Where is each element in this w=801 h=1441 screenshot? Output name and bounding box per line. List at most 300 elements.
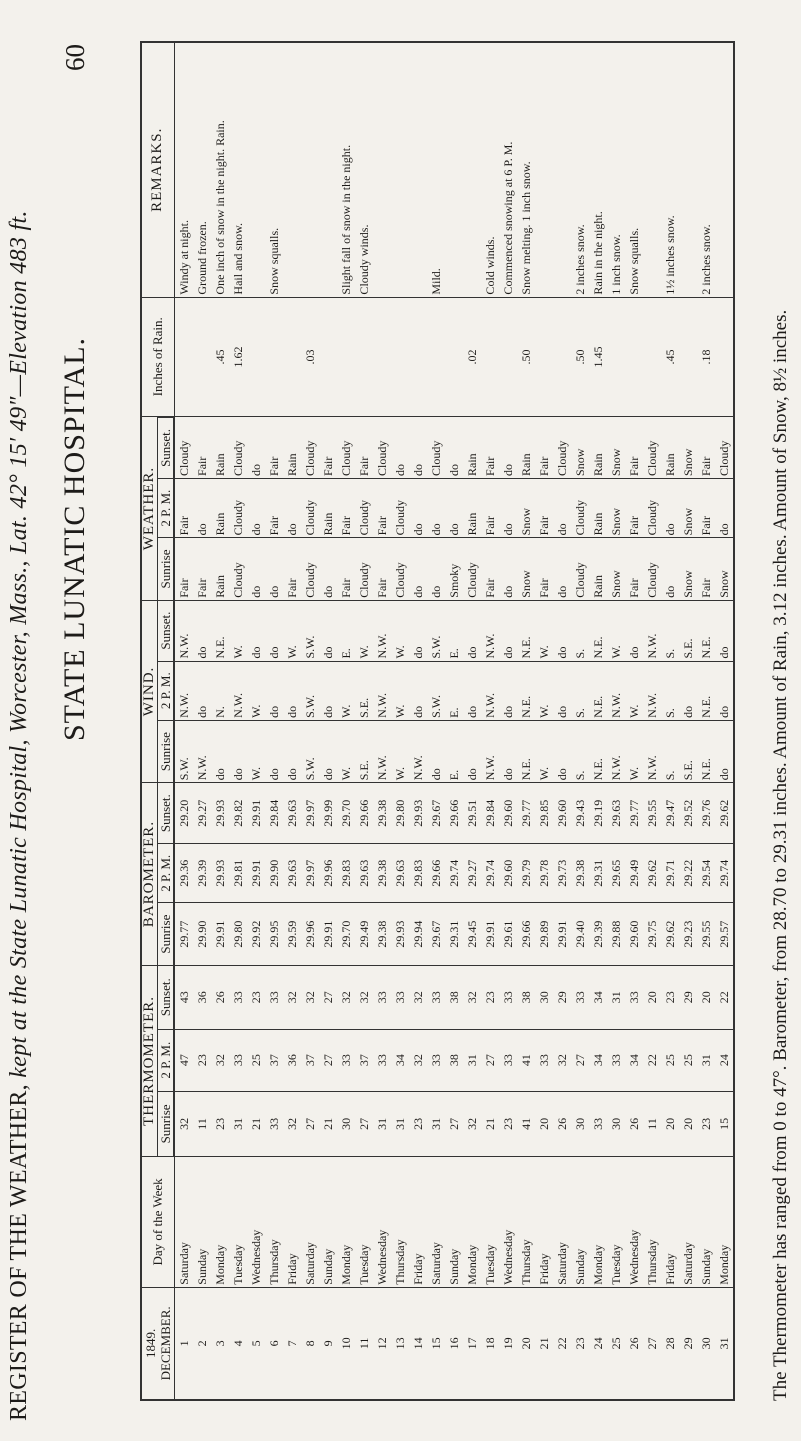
baro-sunrise-cell: 29.90 <box>193 903 211 965</box>
baro-sunrise-cell: 29.66 <box>517 903 535 965</box>
running-head: STATE LUNATIC HOSPITAL. <box>58 336 91 741</box>
table-row <box>643 42 661 1400</box>
therm-sunrise-cell: 26 <box>553 1091 571 1156</box>
therm-sunrise-cell: 23 <box>211 1091 229 1156</box>
weather-sunrise-cell: Fair <box>625 538 643 600</box>
weather-sunrise-cell: Cloudy <box>571 538 589 600</box>
rain-inches-cell <box>373 297 391 417</box>
remarks-cell: Snow squalls. <box>265 42 283 297</box>
wind-sunrise-cell: W. <box>337 720 355 782</box>
baro-2pm-cell: 29.73 <box>553 844 571 903</box>
therm-sunset-cell: 32 <box>283 965 301 1029</box>
remarks-cell <box>391 42 409 297</box>
wind-sunset-header: Sunset. <box>158 600 175 661</box>
weather-2pm-cell: Rain <box>589 478 607 537</box>
rain-header: Inches of Rain. <box>141 297 174 417</box>
table-row <box>715 42 734 1400</box>
rain-inches-cell: .50 <box>571 297 589 417</box>
wind-sunset-cell: do <box>319 600 337 661</box>
weather-sunrise-cell: Fair <box>193 538 211 600</box>
day-of-week-header: Day of the Week <box>141 1157 174 1288</box>
baro-sunset-header: Sunset. <box>158 783 175 844</box>
weather-sunset-cell: Cloudy <box>301 417 319 479</box>
wind-2pm-cell: do <box>193 661 211 720</box>
weather-2pm-cell: Cloudy <box>355 478 373 537</box>
wind-sunrise-cell: do <box>319 720 337 782</box>
page-number: 60 <box>60 44 90 71</box>
baro-2pm-cell: 29.38 <box>373 844 391 903</box>
weather-sunset-cell: do <box>445 417 463 479</box>
table-row <box>589 42 607 1400</box>
baro-sunrise-cell: 29.61 <box>499 903 517 965</box>
rain-inches-cell <box>337 297 355 417</box>
therm-2pm-header: 2 P. M. <box>158 1029 175 1091</box>
weather-sunset-cell: do <box>391 417 409 479</box>
baro-sunset-cell: 29.52 <box>679 783 697 844</box>
wind-sunrise-cell: S.W. <box>301 720 319 782</box>
wind-sunset-cell: N.E. <box>211 600 229 661</box>
baro-sunset-cell: 29.77 <box>625 783 643 844</box>
baro-2pm-cell: 29.39 <box>193 844 211 903</box>
weather-2pm-cell: Cloudy <box>643 478 661 537</box>
therm-2pm-cell: 33 <box>535 1029 553 1091</box>
wind-sunset-cell: do <box>625 600 643 661</box>
weather-sunrise-cell: do <box>265 538 283 600</box>
baro-sunset-cell: 29.43 <box>571 783 589 844</box>
wind-sunset-cell: N.W. <box>481 600 499 661</box>
rain-inches-cell <box>319 297 337 417</box>
baro-sunset-cell: 29.85 <box>535 783 553 844</box>
rain-inches-cell <box>265 297 283 417</box>
rain-inches-cell <box>283 297 301 417</box>
baro-sunset-cell: 29.76 <box>697 783 715 844</box>
day-of-week-cell: Monday <box>337 1157 355 1288</box>
table-row <box>463 42 481 1400</box>
remarks-cell: 2 inches snow. <box>697 42 715 297</box>
table-row <box>481 42 499 1400</box>
baro-sunrise-cell: 29.40 <box>571 903 589 965</box>
wind-sunrise-cell: S.W. <box>174 720 193 782</box>
therm-sunrise-header: Sunrise <box>158 1091 175 1156</box>
weather-sunset-cell: Rain <box>283 417 301 479</box>
day-of-month-cell: 19 <box>499 1287 517 1400</box>
wind-sunset-cell: N.W. <box>643 600 661 661</box>
day-of-month-cell: 6 <box>265 1287 283 1400</box>
weather-sunset-header: Sunset. <box>158 417 175 479</box>
remarks-cell <box>445 42 463 297</box>
baro-2pm-cell: 29.66 <box>427 844 445 903</box>
wind-2pm-header: 2 P. M. <box>158 661 175 720</box>
wind-sunset-cell: S.E. <box>679 600 697 661</box>
therm-sunrise-cell: 33 <box>265 1091 283 1156</box>
wind-sunrise-cell: do <box>715 720 734 782</box>
table-row <box>697 42 715 1400</box>
wind-2pm-cell: do <box>499 661 517 720</box>
remarks-cell <box>463 42 481 297</box>
table-row <box>211 42 229 1400</box>
therm-sunset-cell: 31 <box>607 965 625 1029</box>
baro-sunset-cell: 29.91 <box>247 783 265 844</box>
baro-sunset-cell: 29.93 <box>409 783 427 844</box>
weather-sunrise-cell: Cloudy <box>463 538 481 600</box>
weather-sunrise-cell: do <box>409 538 427 600</box>
wind-sunrise-cell: do <box>211 720 229 782</box>
weather-sunset-cell: do <box>499 417 517 479</box>
therm-2pm-cell: 37 <box>355 1029 373 1091</box>
weather-sunrise-cell: Rain <box>211 538 229 600</box>
remarks-header: REMARKS. <box>141 42 174 297</box>
table-row <box>283 42 301 1400</box>
therm-2pm-cell: 36 <box>283 1029 301 1091</box>
baro-2pm-cell: 29.78 <box>535 844 553 903</box>
therm-2pm-cell: 37 <box>301 1029 319 1091</box>
baro-sunrise-cell: 29.91 <box>319 903 337 965</box>
baro-2pm-cell: 29.49 <box>625 844 643 903</box>
weather-sunrise-cell: do <box>319 538 337 600</box>
therm-sunset-cell: 29 <box>553 965 571 1029</box>
weather-sunset-cell: Fair <box>265 417 283 479</box>
remarks-cell <box>301 42 319 297</box>
wind-sunrise-cell: W. <box>625 720 643 782</box>
therm-2pm-cell: 38 <box>445 1029 463 1091</box>
remarks-cell: Commenced snowing at 6 P. M. <box>499 42 517 297</box>
therm-sunrise-cell: 11 <box>193 1091 211 1156</box>
baro-2pm-cell: 29.22 <box>679 844 697 903</box>
month-header <box>141 1287 174 1400</box>
wind-sunrise-cell: S. <box>571 720 589 782</box>
wind-sunrise-cell: do <box>463 720 481 782</box>
baro-2pm-header: 2 P. M. <box>158 844 175 903</box>
rain-inches-cell: .50 <box>517 297 535 417</box>
baro-sunrise-cell: 29.95 <box>265 903 283 965</box>
day-of-month-cell: 30 <box>697 1287 715 1400</box>
therm-sunset-cell: 33 <box>427 965 445 1029</box>
wind-2pm-cell: N.W. <box>174 661 193 720</box>
day-of-month-cell: 7 <box>283 1287 301 1400</box>
baro-sunrise-cell: 29.62 <box>661 903 679 965</box>
baro-sunrise-cell: 29.59 <box>283 903 301 965</box>
weather-2pm-cell: Fair <box>535 478 553 537</box>
weather-sunset-cell: Snow <box>679 417 697 479</box>
baro-sunrise-cell: 29.75 <box>643 903 661 965</box>
wind-sunset-cell: W. <box>355 600 373 661</box>
baro-2pm-cell: 29.65 <box>607 844 625 903</box>
weather-sunrise-cell: do <box>427 538 445 600</box>
rain-inches-cell <box>174 297 193 417</box>
year-label: 1849. <box>142 1328 158 1358</box>
therm-sunset-cell: 20 <box>643 965 661 1029</box>
day-of-month-cell: 15 <box>427 1287 445 1400</box>
baro-2pm-cell: 29.83 <box>337 844 355 903</box>
baro-sunset-cell: 29.82 <box>229 783 247 844</box>
weather-register-table <box>140 41 735 1401</box>
baro-2pm-cell: 29.74 <box>715 844 734 903</box>
wind-sunset-cell: N.W. <box>373 600 391 661</box>
therm-sunset-cell: 30 <box>535 965 553 1029</box>
day-of-week-cell: Monday <box>589 1157 607 1288</box>
rain-inches-cell: .02 <box>463 297 481 417</box>
therm-2pm-cell: 32 <box>211 1029 229 1091</box>
baro-2pm-cell: 29.71 <box>661 844 679 903</box>
baro-sunrise-cell: 29.70 <box>337 903 355 965</box>
baro-sunrise-cell: 29.60 <box>625 903 643 965</box>
wind-sunrise-cell: do <box>283 720 301 782</box>
therm-sunset-cell: 38 <box>517 965 535 1029</box>
baro-sunrise-cell: 29.91 <box>553 903 571 965</box>
day-of-month-cell: 16 <box>445 1287 463 1400</box>
day-of-month-cell: 25 <box>607 1287 625 1400</box>
day-of-week-cell: Thursday <box>391 1157 409 1288</box>
rain-inches-cell <box>391 297 409 417</box>
baro-sunrise-cell: 29.80 <box>229 903 247 965</box>
rain-inches-cell <box>247 297 265 417</box>
day-of-week-cell: Tuesday <box>607 1157 625 1288</box>
day-of-week-cell: Friday <box>535 1157 553 1288</box>
therm-sunset-cell: 20 <box>697 965 715 1029</box>
weather-sunrise-cell: Cloudy <box>643 538 661 600</box>
wind-sunset-cell: E. <box>445 600 463 661</box>
rain-inches-cell <box>625 297 643 417</box>
day-of-month-cell: 21 <box>535 1287 553 1400</box>
weather-2pm-cell: Snow <box>517 478 535 537</box>
weather-sunset-cell: Cloudy <box>337 417 355 479</box>
baro-sunset-cell: 29.70 <box>337 783 355 844</box>
therm-2pm-cell: 27 <box>571 1029 589 1091</box>
day-of-month-cell: 1 <box>174 1287 193 1400</box>
wind-sunrise-cell: N.W. <box>373 720 391 782</box>
weather-sunset-cell: Snow <box>571 417 589 479</box>
baro-sunrise-cell: 29.39 <box>589 903 607 965</box>
wind-2pm-cell: S.E. <box>355 661 373 720</box>
weather-sunrise-cell: Fair <box>535 538 553 600</box>
remarks-cell: Hail and snow. <box>229 42 247 297</box>
baro-sunset-cell: 29.99 <box>319 783 337 844</box>
day-of-week-cell: Friday <box>409 1157 427 1288</box>
day-of-month-cell: 31 <box>715 1287 734 1400</box>
weather-sunrise-cell: Fair <box>337 538 355 600</box>
table-row <box>499 42 517 1400</box>
therm-sunrise-cell: 21 <box>247 1091 265 1156</box>
remarks-cell: Rain in the night. <box>589 42 607 297</box>
wind-sunrise-cell: do <box>265 720 283 782</box>
table-row <box>535 42 553 1400</box>
therm-sunrise-cell: 21 <box>319 1091 337 1156</box>
baro-sunrise-cell: 29.93 <box>391 903 409 965</box>
day-of-month-cell: 29 <box>679 1287 697 1400</box>
therm-sunset-cell: 32 <box>301 965 319 1029</box>
therm-sunrise-cell: 30 <box>337 1091 355 1156</box>
baro-sunset-cell: 29.38 <box>373 783 391 844</box>
therm-sunset-cell: 33 <box>499 965 517 1029</box>
wind-sunset-cell: N.W. <box>174 600 193 661</box>
therm-sunset-cell: 23 <box>481 965 499 1029</box>
rain-inches-cell <box>409 297 427 417</box>
rain-inches-cell: .45 <box>211 297 229 417</box>
therm-2pm-cell: 41 <box>517 1029 535 1091</box>
weather-sunrise-cell: Fair <box>373 538 391 600</box>
weather-sunset-cell: Rain <box>661 417 679 479</box>
wind-2pm-cell: W. <box>535 661 553 720</box>
remarks-cell <box>643 42 661 297</box>
baro-sunrise-cell: 29.67 <box>427 903 445 965</box>
therm-sunset-cell: 33 <box>265 965 283 1029</box>
therm-sunrise-cell: 31 <box>391 1091 409 1156</box>
wind-sunrise-cell: do <box>553 720 571 782</box>
wind-sunset-cell: do <box>193 600 211 661</box>
therm-sunset-cell: 33 <box>391 965 409 1029</box>
weather-2pm-cell: Fair <box>265 478 283 537</box>
day-of-week-cell: Thursday <box>517 1157 535 1288</box>
weather-sunset-cell: Rain <box>589 417 607 479</box>
weather-sunset-cell: Cloudy <box>715 417 734 479</box>
thermometer-header: THERMOMETER. <box>141 965 158 1156</box>
table-row <box>301 42 319 1400</box>
table-row <box>229 42 247 1400</box>
rain-inches-cell <box>535 297 553 417</box>
baro-sunset-cell: 29.51 <box>463 783 481 844</box>
weather-sunrise-cell: Fair <box>283 538 301 600</box>
day-of-week-cell: Monday <box>211 1157 229 1288</box>
baro-sunset-cell: 29.62 <box>715 783 734 844</box>
weather-sunset-cell: Fair <box>319 417 337 479</box>
therm-sunset-cell: 23 <box>247 965 265 1029</box>
therm-2pm-cell: 25 <box>247 1029 265 1091</box>
baro-sunrise-cell: 29.57 <box>715 903 734 965</box>
therm-2pm-cell: 33 <box>427 1029 445 1091</box>
baro-sunset-cell: 29.84 <box>265 783 283 844</box>
wind-2pm-cell: W. <box>391 661 409 720</box>
weather-2pm-cell: do <box>715 478 734 537</box>
weather-2pm-cell: do <box>283 478 301 537</box>
wind-sunrise-cell: N.W. <box>193 720 211 782</box>
therm-sunset-cell: 32 <box>355 965 373 1029</box>
therm-sunset-cell: 27 <box>319 965 337 1029</box>
day-of-week-cell: Tuesday <box>229 1157 247 1288</box>
weather-2pm-cell: do <box>661 478 679 537</box>
therm-sunset-cell: 38 <box>445 965 463 1029</box>
day-of-month-cell: 20 <box>517 1287 535 1400</box>
wind-sunrise-cell: W. <box>247 720 265 782</box>
therm-sunset-cell: 22 <box>715 965 734 1029</box>
day-of-week-cell: Sunday <box>571 1157 589 1288</box>
rain-inches-cell <box>445 297 463 417</box>
therm-2pm-cell: 34 <box>589 1029 607 1091</box>
day-of-week-cell: Saturday <box>301 1157 319 1288</box>
therm-sunset-cell: 33 <box>373 965 391 1029</box>
therm-sunset-cell: 32 <box>409 965 427 1029</box>
baro-sunset-cell: 29.27 <box>193 783 211 844</box>
wind-2pm-cell: do <box>283 661 301 720</box>
baro-sunset-cell: 29.67 <box>427 783 445 844</box>
wind-sunset-cell: S. <box>661 600 679 661</box>
baro-2pm-cell: 29.62 <box>643 844 661 903</box>
table-row <box>337 42 355 1400</box>
table-row <box>409 42 427 1400</box>
wind-sunset-cell: S. <box>571 600 589 661</box>
baro-sunset-cell: 29.55 <box>643 783 661 844</box>
therm-2pm-cell: 34 <box>391 1029 409 1091</box>
remarks-cell: 1 inch snow. <box>607 42 625 297</box>
baro-2pm-cell: 29.90 <box>265 844 283 903</box>
baro-sunset-cell: 29.63 <box>283 783 301 844</box>
therm-2pm-cell: 33 <box>337 1029 355 1091</box>
therm-sunrise-cell: 30 <box>571 1091 589 1156</box>
baro-2pm-cell: 29.63 <box>355 844 373 903</box>
day-of-week-cell: Thursday <box>265 1157 283 1288</box>
weather-2pm-cell: Cloudy <box>229 478 247 537</box>
weather-sunrise-cell: Snow <box>517 538 535 600</box>
wind-2pm-cell: do <box>319 661 337 720</box>
day-of-month-cell: 13 <box>391 1287 409 1400</box>
wind-sunrise-cell: N.E. <box>589 720 607 782</box>
wind-header: WIND. <box>141 600 158 783</box>
baro-sunset-cell: 29.20 <box>174 783 193 844</box>
wind-sunrise-cell: W. <box>535 720 553 782</box>
baro-2pm-cell: 29.31 <box>589 844 607 903</box>
weather-sunrise-cell: do <box>247 538 265 600</box>
weather-sunrise-cell: Fair <box>697 538 715 600</box>
baro-sunrise-cell: 29.92 <box>247 903 265 965</box>
weather-sunset-cell: do <box>409 417 427 479</box>
therm-2pm-cell: 37 <box>265 1029 283 1091</box>
rain-inches-cell: .03 <box>301 297 319 417</box>
weather-sunset-cell: Fair <box>355 417 373 479</box>
baro-2pm-cell: 29.60 <box>499 844 517 903</box>
wind-sunrise-cell: do <box>427 720 445 782</box>
day-of-month-cell: 23 <box>571 1287 589 1400</box>
therm-2pm-cell: 27 <box>319 1029 337 1091</box>
wind-2pm-cell: S.W. <box>301 661 319 720</box>
day-of-week-cell: Saturday <box>553 1157 571 1288</box>
therm-2pm-cell: 33 <box>373 1029 391 1091</box>
weather-sunrise-cell: do <box>499 538 517 600</box>
day-of-month-cell: 2 <box>193 1287 211 1400</box>
wind-2pm-cell: S.W. <box>427 661 445 720</box>
day-of-week-cell: Sunday <box>697 1157 715 1288</box>
table-row <box>679 42 697 1400</box>
baro-2pm-cell: 29.97 <box>301 844 319 903</box>
therm-sunrise-cell: 23 <box>409 1091 427 1156</box>
wind-sunset-cell: do <box>553 600 571 661</box>
remarks-cell: Snow melting. 1 inch snow. <box>517 42 535 297</box>
wind-2pm-cell: E. <box>445 661 463 720</box>
wind-2pm-cell: N.W. <box>607 661 625 720</box>
rain-inches-cell <box>355 297 373 417</box>
weather-sunset-cell: Rain <box>517 417 535 479</box>
therm-sunset-cell: 32 <box>337 965 355 1029</box>
day-of-month-cell: 26 <box>625 1287 643 1400</box>
weather-2pm-header: 2 P. M. <box>158 478 175 537</box>
baro-sunset-cell: 29.47 <box>661 783 679 844</box>
therm-sunrise-cell: 26 <box>625 1091 643 1156</box>
remarks-cell: Cold winds. <box>481 42 499 297</box>
therm-sunrise-cell: 11 <box>643 1091 661 1156</box>
wind-sunset-cell: W. <box>283 600 301 661</box>
remarks-cell <box>715 42 734 297</box>
day-of-week-cell: Saturday <box>174 1157 193 1288</box>
table-row <box>553 42 571 1400</box>
wind-sunrise-cell: N.W. <box>409 720 427 782</box>
wind-2pm-cell: do <box>265 661 283 720</box>
remarks-cell: Snow squalls. <box>625 42 643 297</box>
weather-sunset-cell: Cloudy <box>373 417 391 479</box>
therm-2pm-cell: 24 <box>715 1029 734 1091</box>
baro-2pm-cell: 29.79 <box>517 844 535 903</box>
day-of-month-cell: 8 <box>301 1287 319 1400</box>
weather-sunrise-cell: do <box>553 538 571 600</box>
wind-sunset-cell: S.W. <box>427 600 445 661</box>
weather-2pm-cell: do <box>409 478 427 537</box>
